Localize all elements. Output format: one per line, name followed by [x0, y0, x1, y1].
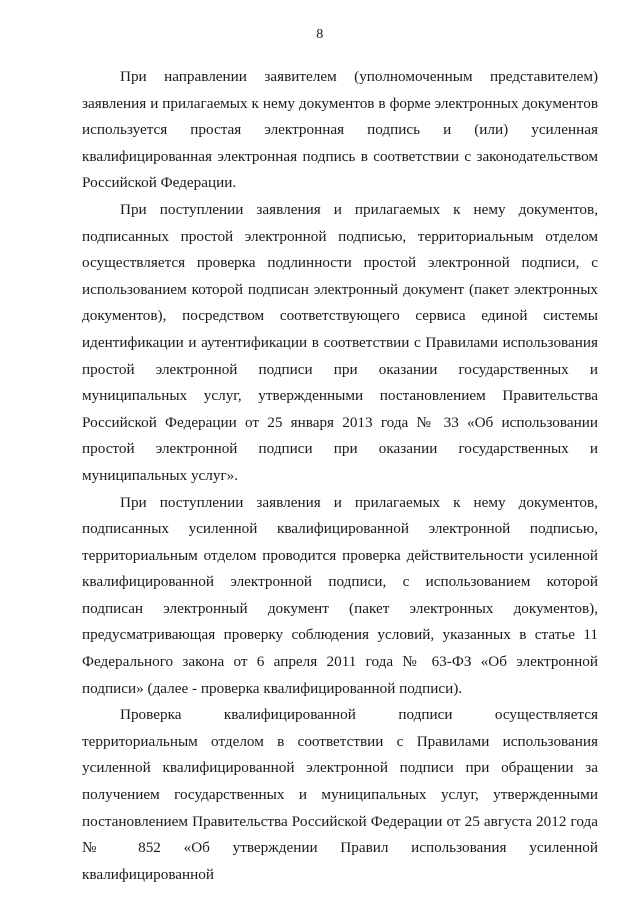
page-number: 8 [316, 27, 324, 42]
paragraph-electronic-signature-usage: При направлении заявителем (уполномоченным представителем) заявления и прилагаемых к нему документов в форме электронных документов используется простая электронная подпись и (или) усиленная квалифицированная электронная подпись в соответствии с законодательством Российской Федерации. [82, 68, 598, 192]
paragraph-simple-signature-check: При поступлении заявления и прилагаемых к нему документов, подписанных простой электронной подписью, территориальным отделом осуществляется проверка подлинности простой электронной подписи, с использованием которой подписан электронный документ (пакет электронных документов), посредством соответствующего сервиса единой системы идентификации и аутентификации в соответствии с Правилами использования простой электронной подписи при оказании государственных и муниципальных услуг, утвержденными постановлением Правительства Российской Федерации от 25 января 2013 года № 33 «Об использовании простой электронной подписи при оказании государственных и муниципальных услуг». [82, 200, 598, 484]
document-body [82, 64, 598, 888]
paragraph-qualified-signature-check: При поступлении заявления и прилагаемых к нему документов, подписанных усиленной квалифицированной электронной подписью, территориальным отделом проводится проверка действительности усиленной квалифицированной электронной подписи, с использованием которой подписан электронный документ (пакет электронных документов), предусматривающая проверку соблюдения условий, указанных в статье 11 Федерального закона от 6 апреля 2011 года № 63-ФЗ «Об электронной подписи» (далее - проверка квалифицированной подписи). [82, 493, 598, 697]
paragraph-qualified-signature-rules: Проверка квалифицированной подписи осуществляется территориальным отделом в соответствии с Правилами использования усиленной квалифицированной электронной подписи при обращении за получением государственных и муниципальных услуг, утвержденными постановлением Правительства Российской Федерации от 25 августа 2012 года № 852 «Об утверждении Правил использования усиленной квалифицированной [82, 706, 598, 883]
